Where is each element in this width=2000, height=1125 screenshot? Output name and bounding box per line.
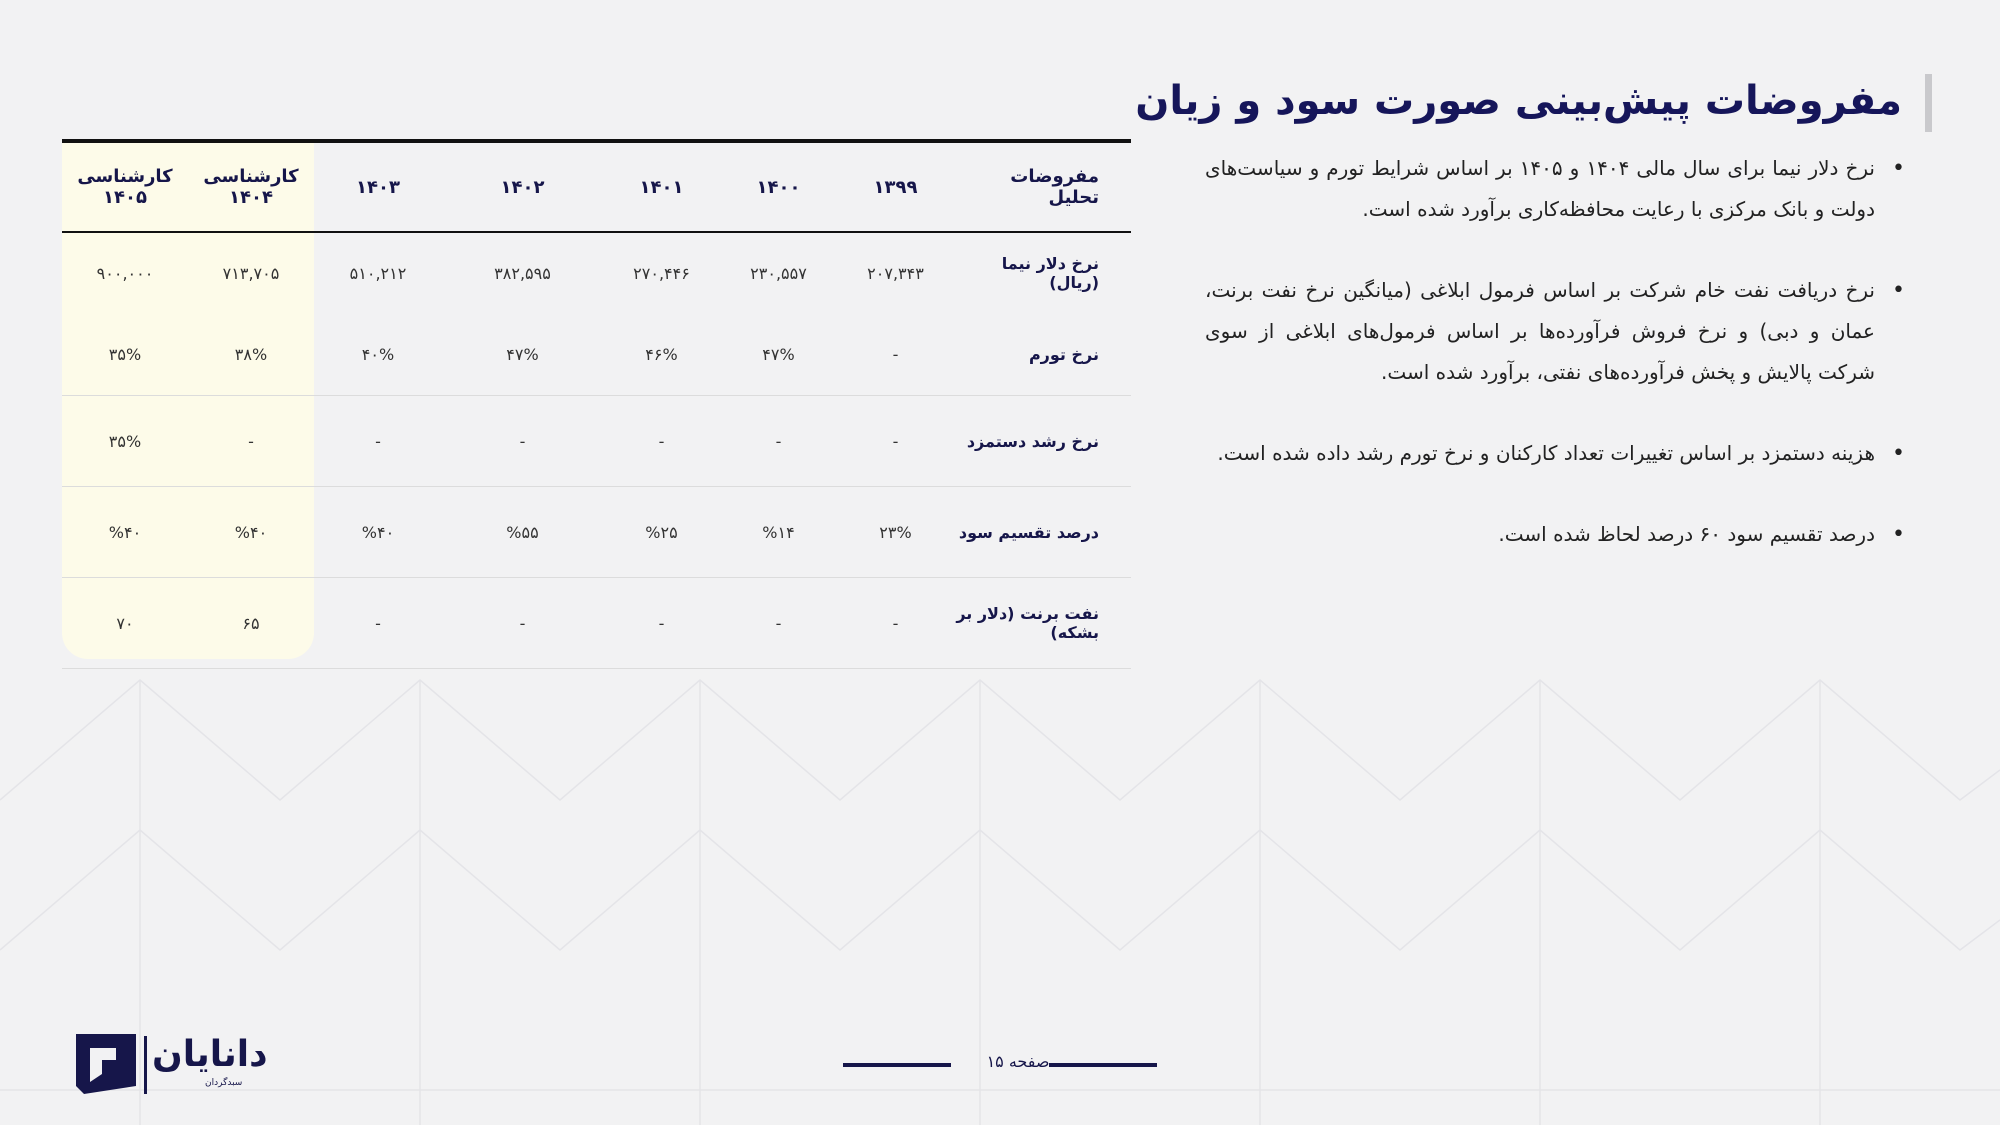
- table-cell: %۵۵: [442, 487, 603, 578]
- column-header: کارشناسی ۱۴۰۴: [203, 166, 299, 208]
- page-number: صفحه ۱۵: [986, 1052, 1050, 1071]
- assumptions-table: [62, 139, 1131, 669]
- table-cell: %۴۰: [62, 487, 188, 578]
- table-row: [62, 487, 1131, 578]
- table-cell: -: [720, 396, 837, 487]
- table-cell: ۲۳۰,۵۵۷: [750, 263, 807, 283]
- row-label: نرخ رشد دستمزد: [954, 396, 1131, 487]
- column-header: ۱۴۰۲: [500, 176, 545, 198]
- column-header: مفروضات تحلیل: [1010, 166, 1099, 208]
- table-cell: -: [720, 578, 837, 669]
- table-cell: ۳۵%: [62, 313, 188, 396]
- row-label: نفت برنت (دلار بر بشکه): [954, 578, 1131, 669]
- table-cell: -: [314, 578, 442, 669]
- column-header: کارشناسی ۱۴۰۵: [77, 166, 173, 208]
- table-cell: -: [837, 578, 954, 669]
- table-cell: %۱۴: [720, 487, 837, 578]
- table-cell: -: [837, 313, 954, 396]
- table-row: [62, 578, 1131, 669]
- assumptions-table-container: [62, 139, 1131, 659]
- table-cell: %۲۵: [603, 487, 720, 578]
- row-label: درصد تقسیم سود: [954, 487, 1131, 578]
- table-row: [62, 232, 1131, 313]
- table-cell: ۲۰۷,۳۴۳: [867, 263, 924, 283]
- table-cell: ۹۰۰,۰۰۰: [96, 263, 154, 283]
- row-label: نرخ دلار نیما (ریال): [1001, 254, 1099, 292]
- table-cell: ۳۸%: [188, 313, 314, 396]
- table-cell: ۷۱۳,۷۰۵: [222, 263, 280, 283]
- column-header: ۱۳۹۹: [873, 176, 918, 198]
- table-cell: ۶۵: [188, 578, 314, 669]
- list-item: • هزینه دستمزد بر اساس تغییرات تعداد کارکنان و نرخ تورم رشد داده شده است.: [1205, 433, 1905, 474]
- table-cell: ۴۷%: [442, 313, 603, 396]
- list-item: • نرخ دریافت نفت خام شرکت بر اساس فرمول ابلاغی (میانگین نرخ نفت برنت، عمان و دبی) و نرخ فروش فرآورده‌ها بر اساس فرمول‌های ابلاغی از سوی شرکت پالایش و پخش فرآورده‌های نفتی، برآورد شده است.: [1205, 270, 1905, 393]
- table-cell: ۴۶%: [603, 313, 720, 396]
- table-cell: %۴۰: [314, 487, 442, 578]
- assumptions-list: [1205, 148, 1905, 595]
- table-cell: -: [837, 396, 954, 487]
- table-cell: ۳۸۲,۵۹۵: [494, 263, 551, 283]
- list-item: • نرخ دلار نیما برای سال مالی ۱۴۰۴ و ۱۴۰۵ بر اساس شرایط تورم و سیاست‌های دولت و بانک مرکزی با رعایت محافظه‌کاری برآورد شده است.: [1205, 148, 1905, 230]
- table-header-row: [62, 141, 1131, 232]
- table-cell: %۴۰: [188, 487, 314, 578]
- footer-line-left: [843, 1063, 951, 1067]
- table-cell: -: [442, 578, 603, 669]
- table-cell: -: [188, 396, 314, 487]
- logo-subtitle: سبدگردان: [205, 1078, 243, 1088]
- table-cell: -: [603, 396, 720, 487]
- column-header: ۱۴۰۳: [356, 176, 400, 198]
- table-cell: -: [603, 578, 720, 669]
- table-row: [62, 396, 1131, 487]
- table-cell: ۷۰: [62, 578, 188, 669]
- table-cell: -: [314, 396, 442, 487]
- column-header: ۱۴۰۱: [639, 176, 684, 198]
- table-cell: ۲۷۰,۴۴۶: [633, 263, 690, 283]
- row-label: نرخ تورم: [954, 313, 1131, 396]
- table-cell: ۴۷%: [720, 313, 837, 396]
- footer-line-right: [1049, 1063, 1157, 1067]
- list-item: • درصد تقسیم سود ۶۰ درصد لحاظ شده است.: [1205, 514, 1905, 555]
- logo-name: دانایان: [152, 1034, 268, 1075]
- table-cell: ۵۱۰,۲۱۲: [349, 263, 407, 283]
- table-cell: -: [442, 396, 603, 487]
- page-title: مفروضات پیش‌بینی صورت سود و زیان: [1135, 78, 1902, 124]
- table-row: [62, 313, 1131, 396]
- column-header: ۱۴۰۰: [756, 176, 801, 198]
- table-cell: ۳۵%: [62, 396, 188, 487]
- table-cell: ۲۳%: [837, 487, 954, 578]
- table-cell: ۴۰%: [314, 313, 442, 396]
- title-accent-bar: [1925, 74, 1932, 132]
